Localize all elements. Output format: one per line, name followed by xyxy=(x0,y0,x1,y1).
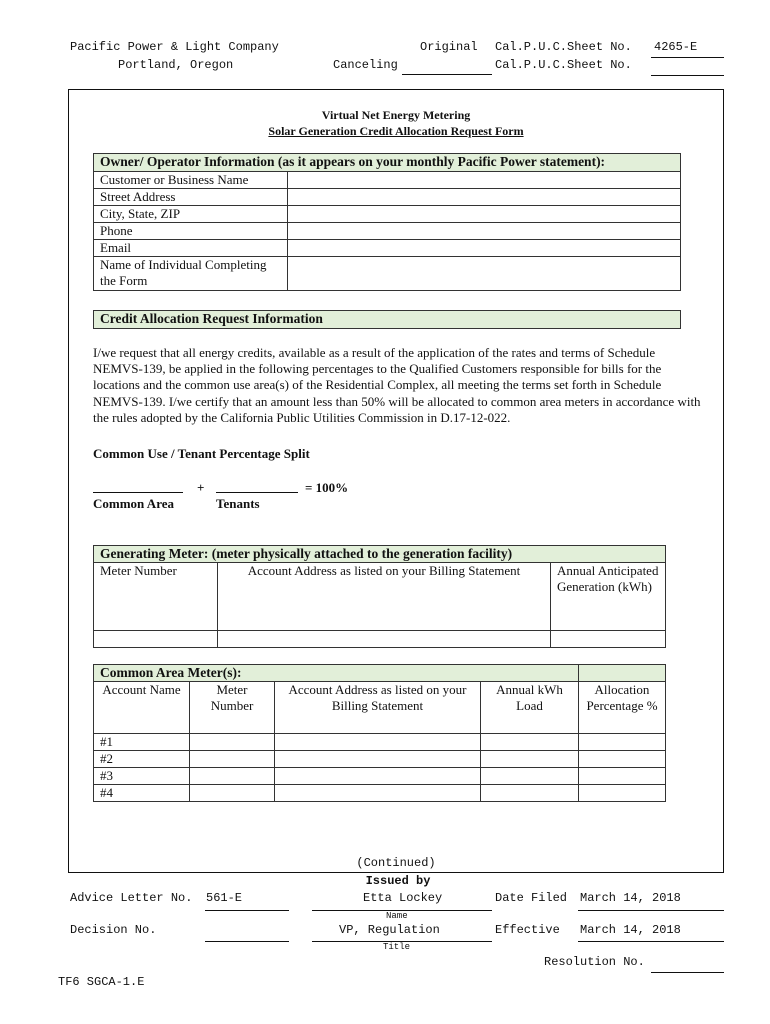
advice-letter-label: Advice Letter No. xyxy=(70,891,193,905)
input-cell[interactable] xyxy=(481,785,579,802)
generating-meter-table xyxy=(93,545,666,648)
input-cell[interactable] xyxy=(190,768,275,785)
field-label: Phone xyxy=(94,223,288,240)
row-label[interactable]: #2 xyxy=(94,751,190,768)
company-city: Portland, Oregon xyxy=(118,58,234,72)
advice-letter-underline xyxy=(205,910,289,911)
field-input-email[interactable] xyxy=(288,240,681,257)
common-area-heading-spacer xyxy=(579,665,666,682)
canceling-underline xyxy=(402,74,492,75)
plus-sign: + xyxy=(197,480,205,495)
issuer-title: VP, Regulation xyxy=(339,923,440,937)
field-input-customer-name[interactable] xyxy=(288,172,681,189)
credit-section-table xyxy=(93,310,681,329)
input-cell[interactable] xyxy=(579,734,666,751)
input-cell[interactable] xyxy=(190,785,275,802)
field-label: Street Address xyxy=(94,189,288,206)
issued-by-label: Issued by xyxy=(365,874,431,888)
owner-section-heading: Owner/ Operator Information (as it appears on your monthly Pacific Power statement): xyxy=(94,154,681,172)
row-label[interactable]: #3 xyxy=(94,768,190,785)
column-header-annual-kwh-load: Annual kWh Load xyxy=(481,682,579,734)
input-cell[interactable] xyxy=(190,734,275,751)
resolution-underline xyxy=(651,972,724,973)
field-input-phone[interactable] xyxy=(288,223,681,240)
company-name: Pacific Power & Light Company xyxy=(70,40,279,54)
name-caption: Name xyxy=(386,911,408,921)
field-input-individual-name[interactable] xyxy=(288,257,681,291)
credit-request-paragraph: I/we request that all energy credits, available as a result of the application of the rates and terms of Schedule NEMVS-139, be applied in the following percentages to the Qualified Customers responsible for bills for the locations and the common use area(s) of the Residential Complex, all meeting the terms set forth in Schedule NEMVS-139. I/we certify that an amount less than 50% will be allocated to common area meters in accordance with the rules adopted by the California Public Utilities Commission in D.17-12-022. xyxy=(93,345,701,425)
sheet-number-underline xyxy=(651,57,724,58)
field-label: City, State, ZIP xyxy=(94,206,288,223)
input-cell[interactable] xyxy=(190,751,275,768)
original-label: Original xyxy=(420,40,478,54)
input-cell[interactable] xyxy=(481,751,579,768)
column-header-account-name: Account Name xyxy=(94,682,190,734)
input-meter-number[interactable] xyxy=(94,631,218,648)
title-caption: Title xyxy=(383,942,411,952)
resolution-label: Resolution No. xyxy=(544,955,645,969)
common-area-percent-field[interactable] xyxy=(93,492,183,493)
table-row xyxy=(94,768,666,785)
common-area-heading: Common Area Meter(s): xyxy=(94,665,579,682)
row-label[interactable]: #4 xyxy=(94,785,190,802)
field-input-city-state-zip[interactable] xyxy=(288,206,681,223)
input-cell[interactable] xyxy=(275,734,481,751)
common-area-label: Common Area xyxy=(93,496,175,511)
column-header-meter-number: Meter Number xyxy=(190,682,275,734)
column-header-allocation-percentage: Allocation Percentage % xyxy=(579,682,666,734)
table-row xyxy=(94,751,666,768)
sheet-label-original: Cal.P.U.C.Sheet No. xyxy=(495,40,632,54)
row-label[interactable]: #1 xyxy=(94,734,190,751)
tenants-label: Tenants xyxy=(216,496,260,511)
total-equals-label: = 100% xyxy=(305,480,349,495)
advice-letter-value: 561-E xyxy=(206,891,243,905)
field-label: Customer or Business Name xyxy=(94,172,288,189)
effective-value: March 14, 2018 xyxy=(580,923,681,937)
column-header-account-address: Account Address as listed on your Billing Statement xyxy=(275,682,481,734)
input-cell[interactable] xyxy=(579,751,666,768)
decision-label: Decision No. xyxy=(70,923,157,937)
issuer-name: Etta Lockey xyxy=(363,891,443,905)
input-cell[interactable] xyxy=(275,751,481,768)
owner-info-table xyxy=(93,153,681,291)
effective-label: Effective xyxy=(495,923,560,937)
form-subtitle: Solar Generation Credit Allocation Request Form xyxy=(268,124,524,138)
sheet-number-canceling-underline xyxy=(651,75,724,76)
continued-note: (Continued) xyxy=(356,856,436,870)
field-label: Name of Individual Completing the Form xyxy=(94,257,288,291)
input-annual-generation[interactable] xyxy=(551,631,666,648)
decision-underline xyxy=(205,941,289,942)
input-account-address[interactable] xyxy=(218,631,551,648)
column-header-annual-generation: Annual Anticipated Generation (kWh) xyxy=(551,563,666,631)
field-input-street-address[interactable] xyxy=(288,189,681,206)
sheet-number: 4265-E xyxy=(654,40,698,54)
column-header-account-address: Account Address as listed on your Billing Statement xyxy=(218,563,551,631)
input-cell[interactable] xyxy=(579,768,666,785)
input-cell[interactable] xyxy=(275,768,481,785)
table-row xyxy=(94,734,666,751)
column-header-meter-number: Meter Number xyxy=(94,563,218,631)
sheet-label-canceling: Cal.P.U.C.Sheet No. xyxy=(495,58,632,72)
canceling-label: Canceling xyxy=(333,58,398,72)
split-heading: Common Use / Tenant Percentage Split xyxy=(93,446,310,461)
common-area-meters-table xyxy=(93,664,666,802)
effective-underline xyxy=(578,941,724,942)
credit-section-heading: Credit Allocation Request Information xyxy=(94,311,681,329)
table-row xyxy=(94,785,666,802)
date-filed-value: March 14, 2018 xyxy=(580,891,681,905)
field-label: Email xyxy=(94,240,288,257)
form-title: Virtual Net Energy Metering xyxy=(321,108,471,122)
tenants-percent-field[interactable] xyxy=(216,492,298,493)
form-code: TF6 SGCA-1.E xyxy=(58,975,145,989)
input-cell[interactable] xyxy=(481,734,579,751)
input-cell[interactable] xyxy=(275,785,481,802)
input-cell[interactable] xyxy=(579,785,666,802)
date-filed-label: Date Filed xyxy=(495,891,568,905)
input-cell[interactable] xyxy=(481,768,579,785)
date-filed-underline xyxy=(578,910,724,911)
generating-meter-heading: Generating Meter: (meter physically attached to the generation facility) xyxy=(94,546,666,563)
